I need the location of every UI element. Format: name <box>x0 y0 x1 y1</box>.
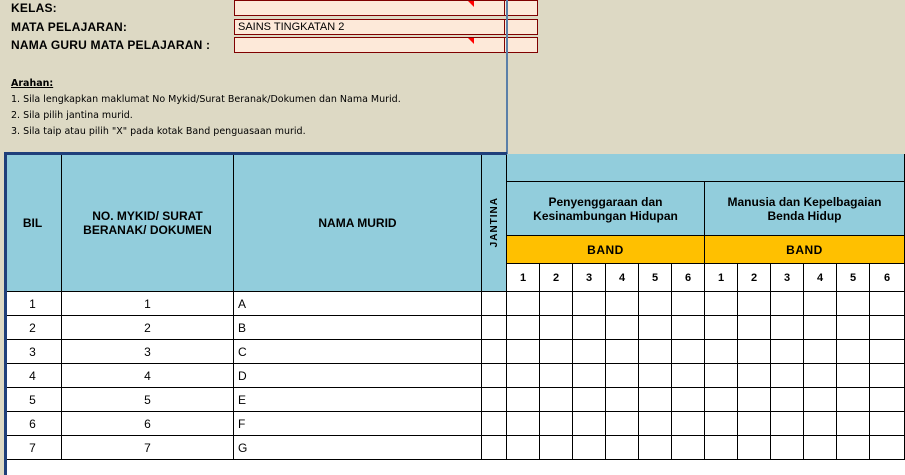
row-mykid[interactable]: 7 <box>62 436 234 460</box>
row-nama-murid[interactable]: B <box>234 316 482 340</box>
row-mykid[interactable]: 3 <box>62 340 234 364</box>
row-band-cell[interactable] <box>540 412 573 436</box>
row-band-cell[interactable] <box>540 364 573 388</box>
band-2-col-5: 5 <box>837 264 870 292</box>
instruction-2: 2. Sila pilih jantina murid. <box>11 110 133 121</box>
student-table <box>4 154 905 475</box>
row-band-cell[interactable] <box>540 316 573 340</box>
row-bil[interactable]: 2 <box>4 316 62 340</box>
row-band-cell[interactable] <box>507 436 540 460</box>
row-band-cell[interactable] <box>639 412 672 436</box>
row-band-cell[interactable] <box>639 316 672 340</box>
row-band-cell[interactable] <box>837 388 870 412</box>
row-band-cell[interactable] <box>705 340 738 364</box>
row-band-cell[interactable] <box>870 388 905 412</box>
band-1-col-6: 6 <box>672 264 705 292</box>
row-nama-murid[interactable]: E <box>234 388 482 412</box>
row-band-cell[interactable] <box>540 340 573 364</box>
row-band-cell[interactable] <box>804 316 837 340</box>
nama-guru-field[interactable] <box>234 37 505 53</box>
instruction-1: 1. Sila lengkapkan maklumat No Mykid/Surat Beranak/Dokumen dan Nama Murid. <box>11 94 401 105</box>
row-band-cell[interactable] <box>507 412 540 436</box>
header-mykid: NO. MYKID/ SURAT BERANAK/ DOKUMEN <box>62 154 234 292</box>
row-band-cell[interactable] <box>606 316 639 340</box>
band-2-col-3: 3 <box>771 264 804 292</box>
header-jantina: JANTINA <box>482 154 507 292</box>
row-nama-murid[interactable]: G <box>234 436 482 460</box>
row-band-cell[interactable] <box>771 412 804 436</box>
row-band-cell[interactable] <box>507 388 540 412</box>
row-band-cell[interactable] <box>738 412 771 436</box>
row-bil[interactable]: 4 <box>4 364 62 388</box>
topic-2-band-label: BAND <box>705 236 905 264</box>
row-band-cell[interactable] <box>573 364 606 388</box>
nama-guru-field-ext[interactable] <box>505 37 538 53</box>
row-band-cell[interactable] <box>804 340 837 364</box>
kelas-label: KELAS: <box>11 1 57 15</box>
row-band-cell[interactable] <box>672 340 705 364</box>
row-bil[interactable]: 6 <box>4 412 62 436</box>
row-mykid[interactable]: 2 <box>62 316 234 340</box>
row-band-cell[interactable] <box>573 436 606 460</box>
row-band-cell[interactable] <box>837 436 870 460</box>
row-jantina[interactable] <box>482 436 507 460</box>
row-nama-murid[interactable]: F <box>234 412 482 436</box>
row-band-cell[interactable] <box>738 340 771 364</box>
mata-pelajaran-label: MATA PELAJARAN: <box>11 20 128 34</box>
row-nama-murid[interactable]: D <box>234 364 482 388</box>
row-band-cell[interactable] <box>738 292 771 316</box>
row-bil[interactable]: 3 <box>4 340 62 364</box>
row-band-cell[interactable] <box>573 412 606 436</box>
row-band-cell[interactable] <box>738 388 771 412</box>
row-band-cell[interactable] <box>573 292 606 316</box>
topic-1-band-label: BAND <box>507 236 705 264</box>
freeze-pane-divider <box>506 0 508 154</box>
header-bil: BIL <box>4 154 62 292</box>
row-bil[interactable]: 7 <box>4 436 62 460</box>
table-left-border <box>4 154 7 475</box>
row-band-cell[interactable] <box>804 292 837 316</box>
comment-flag-icon <box>468 38 474 44</box>
band-1-col-2: 2 <box>540 264 573 292</box>
band-2-col-2: 2 <box>738 264 771 292</box>
row-band-cell[interactable] <box>672 364 705 388</box>
instructions-title: Arahan: <box>11 78 54 89</box>
header-nama-murid: NAMA MURID <box>234 154 482 292</box>
topic-2-title: Manusia dan Kepelbagaian Benda Hidup <box>705 182 905 236</box>
row-mykid[interactable]: 4 <box>62 364 234 388</box>
row-band-cell[interactable] <box>540 436 573 460</box>
mata-pelajaran-field[interactable] <box>234 19 505 35</box>
row-jantina[interactable] <box>482 316 507 340</box>
row-jantina[interactable] <box>482 412 507 436</box>
nama-guru-label: NAMA GURU MATA PELAJARAN : <box>11 38 211 52</box>
row-band-cell[interactable] <box>573 388 606 412</box>
topics-header-strip <box>507 154 905 182</box>
table-top-border <box>4 152 507 155</box>
row-band-cell[interactable] <box>573 340 606 364</box>
row-band-cell[interactable] <box>639 340 672 364</box>
row-band-cell[interactable] <box>771 364 804 388</box>
row-band-cell[interactable] <box>771 388 804 412</box>
mata-pelajaran-value: SAINS TINGKATAN 2 <box>238 21 345 33</box>
row-band-cell[interactable] <box>639 436 672 460</box>
row-band-cell[interactable] <box>738 436 771 460</box>
row-band-cell[interactable] <box>606 292 639 316</box>
kelas-field-ext[interactable] <box>505 0 538 16</box>
row-band-cell[interactable] <box>705 292 738 316</box>
row-band-cell[interactable] <box>672 316 705 340</box>
row-band-cell[interactable] <box>804 412 837 436</box>
row-band-cell[interactable] <box>705 436 738 460</box>
row-band-cell[interactable] <box>870 364 905 388</box>
row-band-cell[interactable] <box>738 364 771 388</box>
row-band-cell[interactable] <box>804 388 837 412</box>
row-band-cell[interactable] <box>672 436 705 460</box>
row-band-cell[interactable] <box>771 436 804 460</box>
row-band-cell[interactable] <box>705 388 738 412</box>
row-band-cell[interactable] <box>771 316 804 340</box>
row-band-cell[interactable] <box>870 316 905 340</box>
band-1-col-4: 4 <box>606 264 639 292</box>
row-band-cell[interactable] <box>705 316 738 340</box>
row-band-cell[interactable] <box>870 340 905 364</box>
row-mykid[interactable]: 6 <box>62 412 234 436</box>
band-2-col-1: 1 <box>705 264 738 292</box>
row-band-cell[interactable] <box>771 340 804 364</box>
instruction-3: 3. Sila taip atau pilih "X" pada kotak Band penguasaan murid. <box>11 126 306 137</box>
row-band-cell[interactable] <box>870 292 905 316</box>
row-band-cell[interactable] <box>672 412 705 436</box>
row-band-cell[interactable] <box>507 364 540 388</box>
row-nama-murid[interactable]: C <box>234 340 482 364</box>
row-jantina[interactable] <box>482 292 507 316</box>
row-band-cell[interactable] <box>639 292 672 316</box>
row-band-cell[interactable] <box>804 436 837 460</box>
mata-pelajaran-field-ext[interactable] <box>505 19 538 35</box>
row-band-cell[interactable] <box>573 316 606 340</box>
row-band-cell[interactable] <box>606 436 639 460</box>
row-band-cell[interactable] <box>672 388 705 412</box>
row-band-cell[interactable] <box>639 388 672 412</box>
row-band-cell[interactable] <box>507 316 540 340</box>
row-bil[interactable]: 5 <box>4 388 62 412</box>
row-band-cell[interactable] <box>870 412 905 436</box>
band-1-col-3: 3 <box>573 264 606 292</box>
row-band-cell[interactable] <box>837 292 870 316</box>
row-band-cell[interactable] <box>804 364 837 388</box>
row-band-cell[interactable] <box>837 364 870 388</box>
band-1-col-5: 5 <box>639 264 672 292</box>
row-band-cell[interactable] <box>672 292 705 316</box>
kelas-field[interactable] <box>234 0 505 16</box>
row-band-cell[interactable] <box>705 412 738 436</box>
band-1-col-1: 1 <box>507 264 540 292</box>
row-jantina[interactable] <box>482 340 507 364</box>
row-band-cell[interactable] <box>507 340 540 364</box>
row-bil[interactable]: 1 <box>4 292 62 316</box>
row-band-cell[interactable] <box>837 412 870 436</box>
row-band-cell[interactable] <box>606 412 639 436</box>
row-band-cell[interactable] <box>606 364 639 388</box>
topic-1-title: Penyenggaraan dan Kesinambungan Hidupan <box>507 182 705 236</box>
row-band-cell[interactable] <box>837 316 870 340</box>
row-band-cell[interactable] <box>540 388 573 412</box>
row-band-cell[interactable] <box>870 436 905 460</box>
row-band-cell[interactable] <box>738 316 771 340</box>
comment-flag-icon <box>468 1 474 7</box>
row-band-cell[interactable] <box>606 388 639 412</box>
band-2-col-6: 6 <box>870 264 905 292</box>
row-band-cell[interactable] <box>639 364 672 388</box>
row-band-cell[interactable] <box>540 292 573 316</box>
row-nama-murid[interactable]: A <box>234 292 482 316</box>
row-band-cell[interactable] <box>705 364 738 388</box>
row-jantina[interactable] <box>482 388 507 412</box>
row-band-cell[interactable] <box>771 292 804 316</box>
row-band-cell[interactable] <box>606 340 639 364</box>
row-mykid[interactable]: 1 <box>62 292 234 316</box>
row-band-cell[interactable] <box>837 340 870 364</box>
row-mykid[interactable]: 5 <box>62 388 234 412</box>
row-band-cell[interactable] <box>507 292 540 316</box>
row-jantina[interactable] <box>482 364 507 388</box>
band-2-col-4: 4 <box>804 264 837 292</box>
